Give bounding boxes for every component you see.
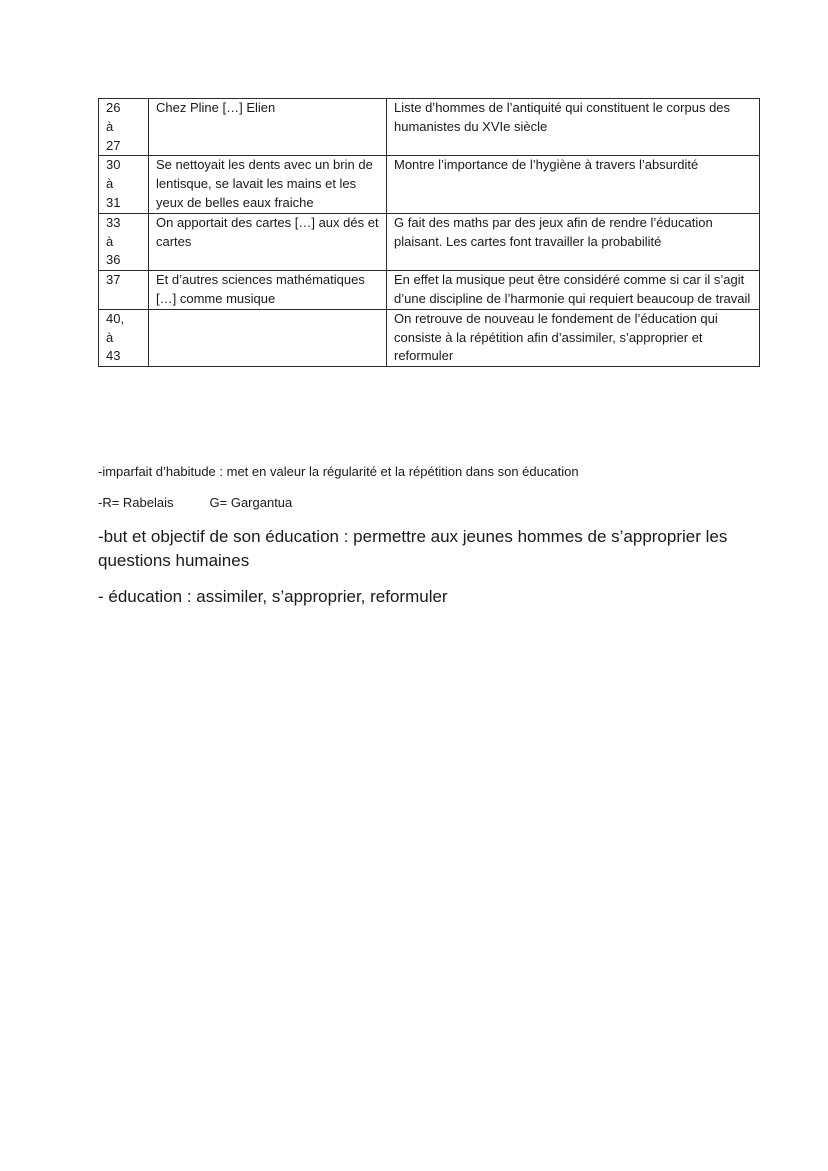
comment-cell: En effet la musique peut être considéré comme si car il s’agit d’une discipline de l’harmonie qui requiert beaucoup de travail — [387, 271, 760, 310]
line-end: 43 — [106, 348, 121, 364]
line-end: 36 — [106, 252, 121, 268]
quote-cell: On apportait des cartes […] aux dés et cartes — [149, 213, 387, 270]
table-row — [99, 271, 760, 310]
line-start: 40, — [106, 310, 125, 326]
line-range-cell — [99, 309, 149, 366]
table-row — [99, 213, 760, 270]
line-range-cell — [99, 99, 149, 156]
table-row — [99, 156, 760, 213]
notes-section — [98, 463, 758, 621]
note-abbreviations — [98, 494, 758, 512]
quote-cell: Se nettoyait les dents avec un brin de lentisque, se lavait les mains et les yeux de belles eaux fraiche — [149, 156, 387, 213]
line-start: 33 — [106, 214, 121, 230]
line-sep: à — [106, 233, 114, 249]
comment-cell: G fait des maths par des jeux afin de rendre l’éducation plaisant. Les cartes font travailler la probabilité — [387, 213, 760, 270]
comment-cell: Montre l’importance de l’hygiène à travers l’absurdité — [387, 156, 760, 213]
note-objectif: -but et objectif de son éducation : permettre aux jeunes hommes de s’approprier les questions humaines — [98, 527, 728, 570]
comment-cell: On retrouve de nouveau le fondement de l’éducation qui consiste à la répétition afin d’assimiler, s’approprier et reformuler — [387, 309, 760, 366]
line-start: 37 — [106, 272, 121, 288]
abbrev-gargantua: G= Gargantua — [209, 495, 293, 510]
abbrev-rabelais: -R= Rabelais — [98, 495, 174, 510]
line-sep: à — [106, 118, 114, 134]
quote-cell — [149, 309, 387, 366]
quote-cell: Et d’autres sciences mathématiques […] comme musique — [149, 271, 387, 310]
analysis-table — [98, 98, 760, 367]
line-range-cell — [99, 156, 149, 213]
line-end: 31 — [106, 194, 121, 210]
line-start: 26 — [106, 100, 121, 115]
line-range-cell — [99, 213, 149, 270]
line-start: 30 — [106, 157, 121, 173]
table-row — [99, 309, 760, 366]
line-sep: à — [106, 329, 114, 345]
quote-cell: Chez Pline […] Elien — [149, 99, 387, 156]
table-row — [99, 99, 760, 156]
line-sep: à — [106, 176, 114, 192]
comment-cell: Liste d’hommes de l’antiquité qui constituent le corpus des humanistes du XVIe siècle — [387, 99, 760, 156]
line-range-cell — [99, 271, 149, 310]
note-education: - éducation : assimiler, s’approprier, reformuler — [98, 587, 448, 606]
line-end: 27 — [106, 137, 121, 153]
note-imparfait: -imparfait d’habitude : met en valeur la régularité et la répétition dans son éducation — [98, 464, 579, 479]
